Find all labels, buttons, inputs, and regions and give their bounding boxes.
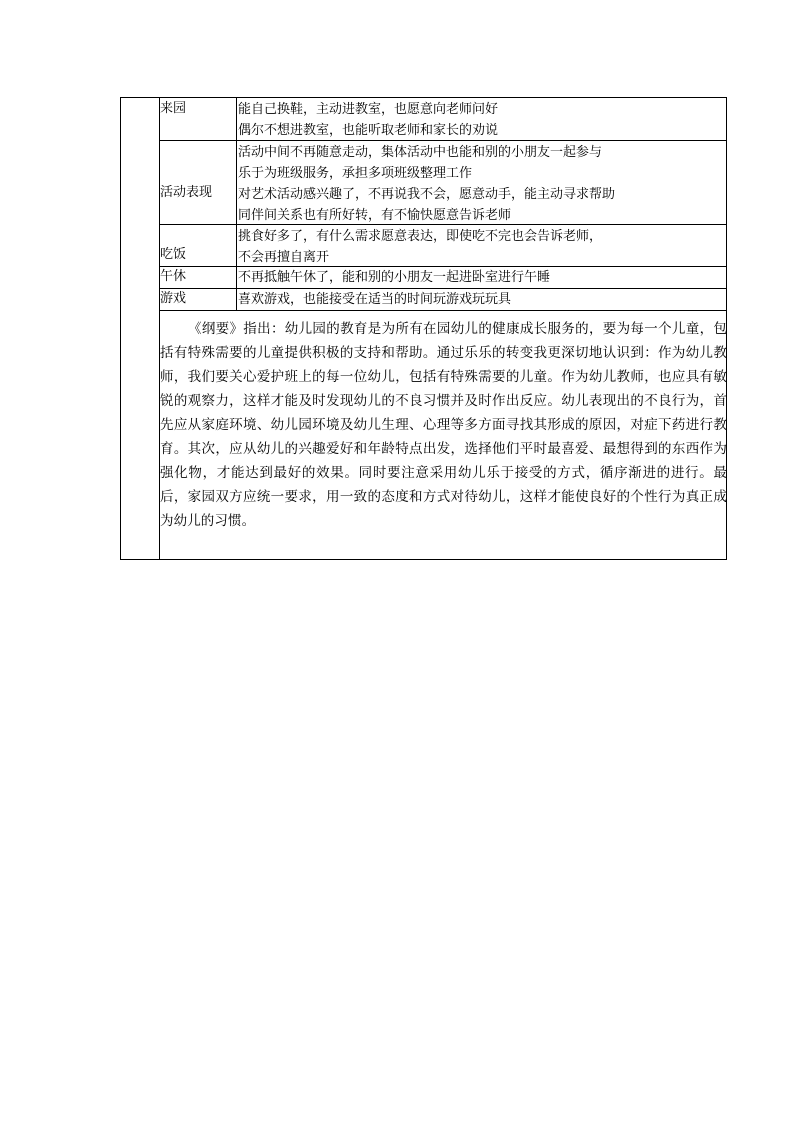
row-label: 吃饭 bbox=[160, 247, 187, 262]
cell-divider bbox=[236, 289, 237, 310]
row-line: 不再抵触午休了，能和别的小朋友一起进卧室进行午睡 bbox=[238, 270, 551, 285]
row-line: 活动中间不再随意走动，集体活动中也能和别的小朋友一起参与 bbox=[238, 145, 603, 160]
row-line: 不会再擅自离开 bbox=[238, 250, 330, 265]
row-line: 偶尔不想进教室，也能听取老师和家长的劝说 bbox=[238, 123, 499, 138]
row-label: 午休 bbox=[160, 269, 187, 284]
table-row-activity bbox=[159, 141, 727, 225]
row-label: 活动表现 bbox=[160, 185, 213, 200]
table-row-play bbox=[159, 289, 727, 311]
behavior-table bbox=[159, 98, 727, 307]
row-label: 来园 bbox=[160, 101, 187, 116]
row-line: 同伴间关系也有所好转，有不愉快愿意告诉老师 bbox=[238, 208, 512, 223]
table-row-nap bbox=[159, 267, 727, 289]
reflection-paragraph: 《纲要》指出：幼儿园的教育是为所有在园幼儿的健康成长服务的，要为每一个儿童，包括有特殊需要的儿童提供积极的支持和帮助。通过乐乐的转变我更深切地认识到：作为幼儿教师，我们要关心爱护班上的每一位幼儿，包括有特殊需要的儿童。作为幼儿教师，也应具有敏锐的观察力，这样才能及时发现幼儿的不良习惯并及时作出反应。幼儿表现出的不良行为，首先应从家庭环境、幼儿园环境及幼儿生理、心理等多方面寻找其形成的原因，对症下药进行教育。其次，应从幼儿的兴趣爱好和年龄特点出发，选择他们平时最喜爱、最想得到的东西作为强化物，才能达到最好的效果。同时要注意采用幼儿乐于接受的方式，循序渐进的进行。最后，家园双方应统一要求，用一致的态度和方式对待幼儿，这样才能使良好的个性行为真正成为幼儿的习惯。 bbox=[160, 321, 727, 529]
row-line: 挑食好多了，有什么需求愿意表达，即使吃不完也会告诉老师， bbox=[238, 229, 603, 244]
cell-divider bbox=[236, 141, 237, 224]
cell-divider bbox=[236, 98, 237, 140]
record-table-frame bbox=[120, 97, 727, 560]
table-row-meal bbox=[159, 225, 727, 267]
table-row-arrival bbox=[159, 98, 727, 141]
row-label: 游戏 bbox=[160, 291, 187, 306]
row-line: 喜欢游戏，也能接受在适当的时间玩游戏玩玩具 bbox=[238, 292, 512, 307]
cell-divider bbox=[236, 267, 237, 288]
cell-divider bbox=[236, 225, 237, 266]
row-line: 乐于为班级服务，承担多项班级整理工作 bbox=[238, 166, 473, 181]
row-line: 能自己换鞋，主动进教室，也愿意向老师问好 bbox=[238, 102, 499, 117]
row-line: 对艺术活动感兴趣了，不再说我不会，愿意动手，能主动寻求帮助 bbox=[238, 187, 616, 202]
